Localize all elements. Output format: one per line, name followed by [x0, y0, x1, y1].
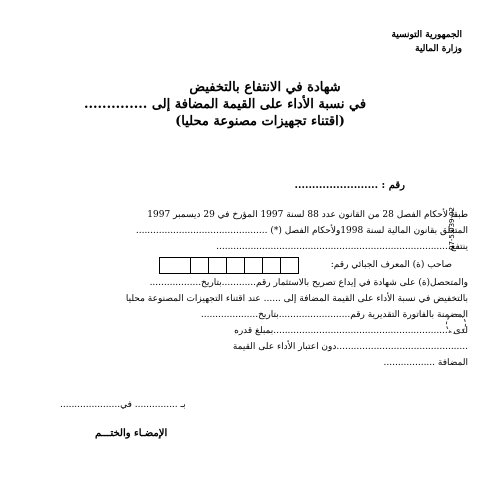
- reference-number: رقم : ........................: [294, 180, 405, 191]
- signature-label: الإمضـاء والختـــم: [95, 428, 168, 439]
- body-line-5: والمتحصل(ة) على شهادة في إيداع تصريح بالاستثمار رقم............بتاريخ..................: [149, 278, 468, 288]
- title-line-3: (اقتناء تجهيزات مصنوعة محليا): [175, 114, 345, 129]
- body-line-8: لدى ..............................................................بمبلغ قدره: [234, 326, 468, 336]
- title-line-1: شهادة في الانتفاع بالتخفيض: [189, 80, 341, 95]
- tax-id-box: [226, 257, 245, 274]
- tax-id-box: [159, 257, 191, 274]
- body-line-7: المضمنة بالفاتورة التقديرية رقم.........................بتاريخ....................: [200, 310, 468, 320]
- form-code: 07-5.039-02: [448, 207, 456, 250]
- tax-id-box: [280, 257, 299, 274]
- body-line-4: صاحب (ة) المعرف الجبائي رقم:: [330, 260, 452, 270]
- tax-id-box: [208, 257, 227, 274]
- tax-id-box: [262, 257, 281, 274]
- body-line-9: ..............................................دون اعتبار الأداء على القيمة: [232, 342, 468, 352]
- body-line-6: بالتخفيض في نسبة الأداء على القيمة المضافة إلى ...... عند اقتناء التجهيزات المصنوعة محليا: [125, 294, 468, 304]
- body-line-2: المتعلق بقانون المالية لسنة 1998ولأحكام الفصل (*) ..............................................: [135, 226, 468, 236]
- body-line-10: المضافة ..................: [383, 358, 468, 368]
- title-line-2: في نسبة الأداء على القيمة المضافة إلى ..............: [83, 97, 367, 112]
- stamp-mark-icon: [446, 314, 466, 334]
- tax-id-boxes: [160, 257, 299, 274]
- country-name: الجمهورية التونسية: [391, 30, 462, 40]
- body-line-1: طبقا لأحكام الفصل 28 من القانون عدد 88 لسنة 1997 المؤرخ في 29 ديسمبر 1997: [147, 210, 468, 220]
- place-date-line: بـ ............... في.....................: [60, 400, 186, 410]
- body-line-3: ينتفع..................................................................................: [216, 242, 468, 252]
- tax-id-box: [244, 257, 263, 274]
- tax-id-box: [190, 257, 209, 274]
- ministry-name: وزارة المالية: [415, 44, 462, 54]
